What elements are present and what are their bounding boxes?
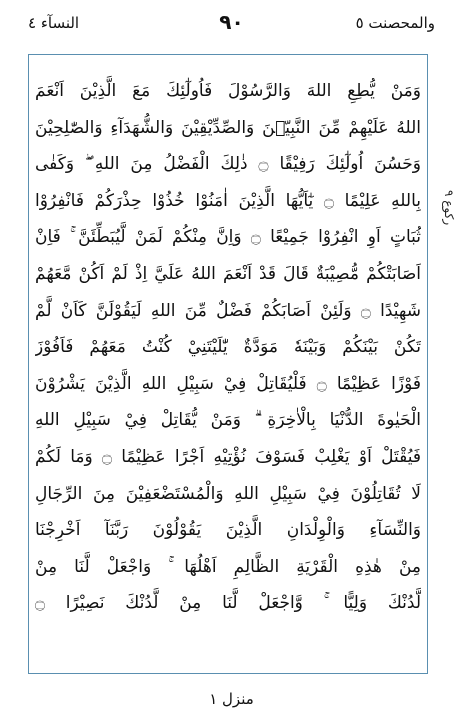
verse-line: تَكُنْ بَيْنَكُمْ وَبَيْنَهٗ مَوَدَّةٌ يّٰلَيْتَنِيْ كُنْتُ مَعَهُمْ فَاَفُوْزَ [35, 337, 421, 358]
verse-line: وَحَسُنَ اُولٰٓئِكَ رَفِيْقًا ۝ ذٰلِكَ الْفَضْلُ مِنَ اللهِ ۖ وَكَفٰى [35, 154, 421, 175]
surah-name: النسآء ٤ [28, 14, 80, 32]
verse-line: مِنْ هٰذِهِ الْقَرْيَةِ الظَّالِمِ اَهْلُهَا ۚ وَاجْعَلْ لَّنَا مِنْ [35, 556, 421, 577]
manzil-label: منزل ١ [209, 690, 254, 708]
verse-line: وَالنِّسَآءِ وَالْوِلْدَانِ الَّذِيْنَ يَقُوْلُوْنَ رَبَّنَآ اَخْرِجْنَا [35, 520, 421, 541]
verse-line: اللهُ عَلَيْهِمْ مِّنَ النَّبِيّٖنَ وَالصِّدِّيْقِيْنَ وَالشُّهَدَآءِ وَالصّٰلِحِيْنَ [35, 117, 421, 138]
verse-line: ثُبَاتٍ اَوِ انْفِرُوْا جَمِيْعًا ۝ وَاِنَّ مِنْكُمْ لَمَنْ لَّيُبَطِّئَنَّ ۚ فَاِنْ [35, 227, 421, 248]
verse-line: اَصَابَتْكُمْ مُّصِيْبَةٌ قَالَ قَدْ اَنْعَمَ اللهُ عَلَيَّ اِذْ لَمْ اَكُنْ مَّعَهُمْ [35, 263, 421, 284]
verse-line: فَيُقْتَلْ اَوْ يَغْلِبْ فَسَوْفَ نُؤْتِيْهِ اَجْرًا عَظِيْمًا ۝ وَمَا لَكُمْ [35, 446, 421, 467]
verse-line: الْحَيٰوةَ الدُّنْيَا بِالْاٰخِرَةِ ۗ وَمَنْ يُّقَاتِلْ فِيْ سَبِيْلِ اللهِ [35, 410, 421, 431]
verse-lines [35, 73, 421, 622]
verse-line: لَا تُقَاتِلُوْنَ فِيْ سَبِيْلِ اللهِ وَالْمُسْتَضْعَفِيْنَ مِنَ الرِّجَالِ [35, 483, 421, 504]
verse-line: وَمَنْ يُّطِعِ اللهَ وَالرَّسُوْلَ فَاُولٰٓئِكَ مَعَ الَّذِيْنَ اَنْعَمَ [35, 81, 421, 101]
text-frame [28, 54, 428, 674]
page-number: ٩٠ [219, 10, 244, 34]
page-header [0, 0, 463, 44]
ruku-marker: ركوع ٩ [442, 190, 456, 226]
juz-name: والمحصنت ٥ [355, 14, 435, 32]
verse-line: بِاللهِ عَلِيْمًا ۝ يٰٓاَيُّهَا الَّذِيْنَ اٰمَنُوْا خُذُوْا حِذْرَكُمْ فَانْفِرُوْا [35, 190, 421, 211]
verse-line: فَوْزًا عَظِيْمًا ۝ فَلْيُقَاتِلْ فِيْ سَبِيْلِ اللهِ الَّذِيْنَ يَشْرُوْنَ [35, 373, 421, 394]
verse-line: لَّدُنْكَ وَلِيًّا ۚ وَّاجْعَلْ لَّنَا مِنْ لَّدُنْكَ نَصِيْرًا ۝ [35, 593, 421, 614]
verse-line: شَهِيْدًا ۝ وَلَئِنْ اَصَابَكُمْ فَضْلٌ مِّنَ اللهِ لَيَقُوْلَنَّ كَاَنْ لَّمْ [35, 300, 421, 321]
